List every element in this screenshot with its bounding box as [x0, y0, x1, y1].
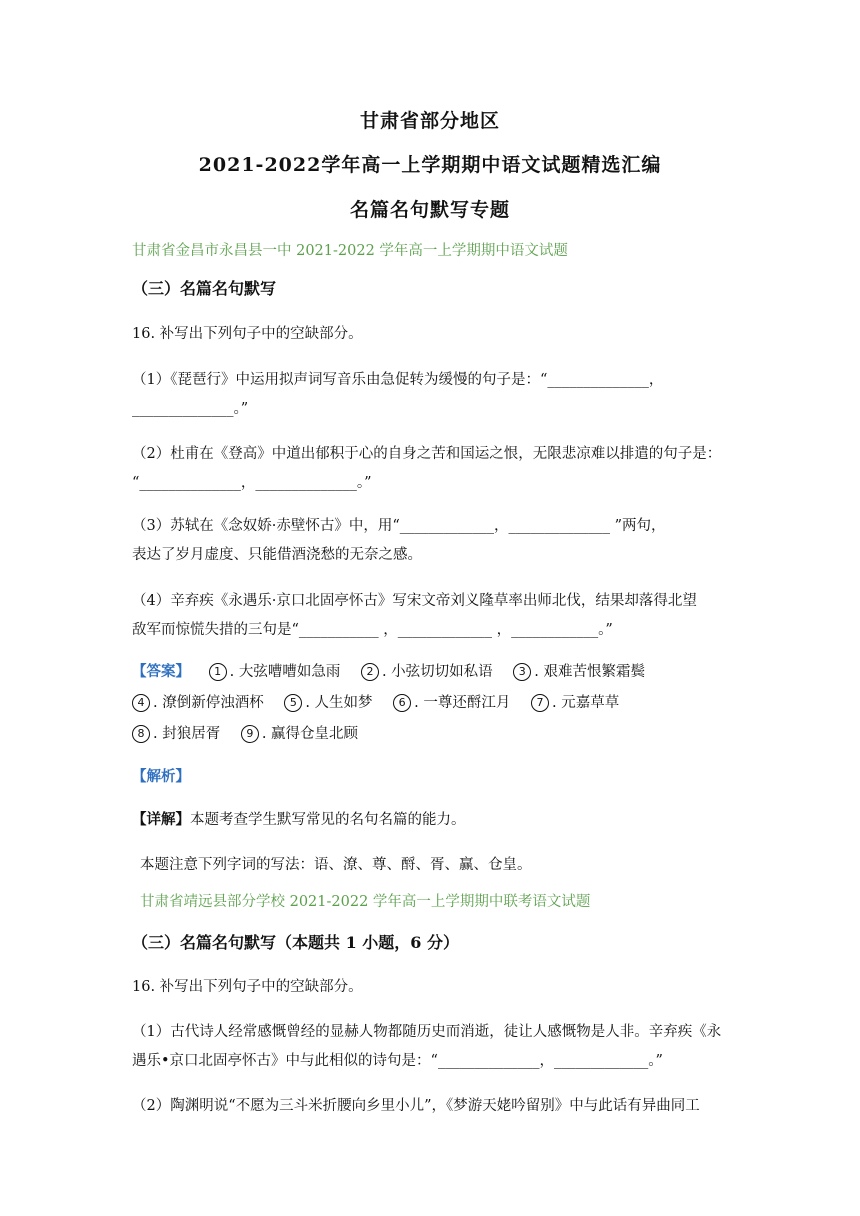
analysis-label: 【解析】 [132, 768, 190, 785]
answer-item: 5 . 人生如梦 [284, 688, 372, 719]
section-heading-1: （三）名篇名句默写 [132, 279, 277, 298]
answer-block [132, 656, 732, 750]
p2-q2-line-1: （2）陶渊明说“不愿为三斗米折腰向乡里小儿”，《梦游天姥吟留别》中与此话有异曲同工 [132, 1098, 700, 1114]
p2-q1-line-1: （1）古代诗人经常感慨曾经的显赫人物都随历史而消逝，徒让人感慨物是人非。辛弃疾《永 [132, 1024, 722, 1040]
circled-number: 5 [284, 694, 302, 712]
analysis-heading [132, 765, 190, 786]
source-heading-1: 甘肃省金昌市永昌县一中 2021-2022 学年高一上学期期中语文试题 [132, 243, 568, 259]
circled-number: 1 [209, 663, 227, 681]
answer-item: 1 . 大弦嘈嘈如急雨 [209, 657, 341, 688]
detail-text: 本题考查学生默写常见的名句名篇的能力。 [190, 812, 466, 828]
q2-line-1: （2）杜甫在《登高》中道出郁积于心的自身之苦和国运之恨，无限悲凉难以排遣的句子是： [132, 446, 722, 462]
p2-q1-line-2: 遇乐•京口北固亭怀古》中与此相似的诗句是：“______________，_____________。” [132, 1053, 663, 1069]
circled-number: 7 [531, 694, 549, 712]
answer-item: 4 . 潦倒新停浊酒杯 [132, 688, 264, 719]
q1-line-1: （1）《琵琶行》中运用拟声词写音乐由急促转为缓慢的句子是：“______________， [132, 372, 664, 388]
circled-number: 6 [393, 694, 411, 712]
circled-number: 3 [513, 663, 531, 681]
question-16-stem: 16. 补写出下列句子中的空缺部分。 [132, 326, 363, 342]
q4-line-1: （4）辛弃疾《永遇乐·京口北固亭怀古》写宋文帝刘义隆草率出师北伐，结果却落得北望 [132, 593, 697, 609]
detail-paragraph [132, 808, 466, 829]
q3-line-2: 表达了岁月虚度、只能借酒浇愁的无奈之感。 [132, 547, 422, 563]
answer-item: 2 . 小弦切切如私语 [361, 657, 493, 688]
circled-number: 4 [132, 694, 150, 712]
answer-item: 8 . 封狼居胥 [132, 719, 220, 750]
source-heading-2: 甘肃省靖远县部分学校 2021-2022 学年高一上学期期中联考语文试题 [140, 894, 591, 910]
answer-item: 3 . 艰难苦恨繁霜鬓 [513, 657, 645, 688]
doc-title-region: 甘肃省部分地区 [359, 110, 500, 132]
answer-label: 【答案】 [132, 663, 190, 680]
circled-number: 9 [241, 725, 259, 743]
q3-line-1: （3）苏轼在《念奴娇·赤壁怀古》中，用“_____________，______________ ”两句， [132, 518, 666, 534]
q2-line-2: “______________，______________。” [132, 475, 372, 491]
answer-item: 6 . 一尊还酹江月 [393, 688, 510, 719]
circled-number: 8 [132, 725, 150, 743]
doc-title-main: 2021-2022学年高一上学期期中语文试题精选汇编 [198, 154, 662, 176]
answer-item: 9 . 赢得仓皇北顾 [241, 719, 358, 750]
section-heading-2: （三）名篇名句默写（本题共 1 小题，6 分） [132, 933, 459, 952]
doc-title-topic: 名篇名句默写专题 [349, 199, 510, 221]
q1-line-2: ______________。” [132, 401, 249, 417]
question-16-stem-2: 16. 补写出下列句子中的空缺部分。 [132, 979, 363, 995]
spelling-note: 本题注意下列字词的写法：语、潦、尊、酹、胥、赢、仓皇。 [140, 857, 532, 873]
answer-item: 7 . 元嘉草草 [531, 688, 619, 719]
detail-tag: 【详解】 [132, 811, 190, 828]
circled-number: 2 [361, 663, 379, 681]
q4-line-2: 敌军而惊慌失措的三句是“___________ ，_____________ ，____________。” [132, 622, 613, 638]
